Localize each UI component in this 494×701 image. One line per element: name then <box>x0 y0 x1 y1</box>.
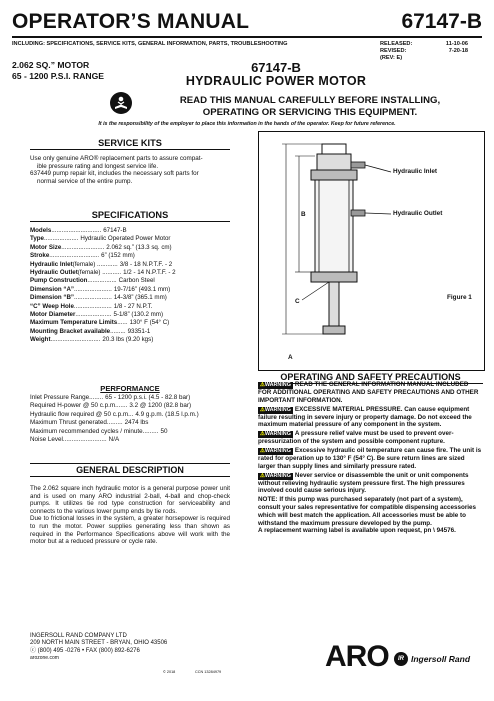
ir-name: Ingersoll Rand <box>411 654 471 664</box>
company-website: arozone.com <box>30 655 59 662</box>
label-hydraulic-outlet: Hydraulic Outlet <box>393 210 443 217</box>
spec-key: Dimension “B” <box>30 294 75 302</box>
warning-text: READ THE GENERAL INFORMATION MANUAL INCLUDED FOR ADDITIONAL OPERATING AND SAFETY PRECAUTIONS AND OTHER IMPORTANT INFORMATION. <box>258 381 479 404</box>
motor-range: 65 - 1200 P.S.I. RANGE <box>12 70 105 81</box>
spec-row <box>30 261 230 269</box>
spec-value: 1/8 - 27 N.P.T. <box>113 302 153 310</box>
spec-value: Hydraulic Operated Power Motor <box>80 235 171 243</box>
perf-leader: ........ <box>89 394 104 401</box>
spec-value: 20.3 lbs (9.20 kgs) <box>102 336 154 344</box>
spec-key: Motor Diameter <box>30 311 76 319</box>
perf-value: 3.2 @ 1200 (82.8 bar) <box>129 402 192 410</box>
motor-name: HYDRAULIC POWER MOTOR <box>185 74 367 88</box>
spec-leader: ...................... <box>74 294 112 302</box>
manual-title: OPERATOR’S MANUAL <box>12 10 250 33</box>
spec-row <box>30 294 230 302</box>
copyright: © 2018 <box>163 670 176 674</box>
perf-key: Hydraulic flow required @ 50 c.p.m. <box>30 410 130 418</box>
spec-value: 3/8 - 18 N.P.T.F. - 2 <box>119 260 173 268</box>
spec-value: Carbon Steel <box>118 277 155 285</box>
spec-value: 6” (152 mm) <box>101 252 135 260</box>
perf-row <box>30 419 230 427</box>
spec-value: 67147-B <box>103 227 127 234</box>
spec-row <box>30 277 230 285</box>
perf-row <box>30 402 230 410</box>
spec-row <box>30 328 230 336</box>
perf-key: Maximum Thrust generated <box>30 419 107 427</box>
service-kits-section: SERVICE KITS Use only genuine ARO® replacement parts to assure compat- ible pressure rating and longest service life. 637449 pump repair kit, includes the necessary soft parts for normal service of the entire pump. <box>30 138 230 185</box>
warning-triangle-icon: ⚠ <box>260 447 265 454</box>
spec-leader: ...... <box>117 319 128 327</box>
general-description-heading: GENERAL DESCRIPTION <box>30 463 230 477</box>
footer-address <box>30 633 167 663</box>
perf-value: 4.9 g.p.m. (18.5 l.p.m.) <box>135 410 199 418</box>
warning-item <box>258 381 483 405</box>
perf-leader: .. <box>129 410 134 418</box>
motor-size: 2.062 SQ.” MOTOR <box>12 60 90 70</box>
label-dimension-a: A <box>288 354 293 361</box>
warning-triangle-icon: ⚠ <box>260 431 265 438</box>
label-weep-hole-c: C <box>295 298 300 305</box>
read-manual-notice: READ THIS MANUAL CAREFULLY BEFORE INSTALLING, OPERATING OR SERVICING THIS EQUIPMENT. <box>179 95 441 118</box>
warning-badge-label: WARNING <box>264 431 291 438</box>
spec-value: 2.062 sq.” (13.3 sq. cm) <box>106 243 172 251</box>
spec-row <box>30 286 230 294</box>
service-kits-heading: SERVICE KITS <box>30 138 230 150</box>
spec-leader: ............................. <box>50 336 101 344</box>
warning-badge-label: WARNING <box>264 472 291 479</box>
warning-badge <box>258 407 293 414</box>
motor-diagram <box>259 132 484 370</box>
perf-leader: ...... <box>116 402 128 410</box>
spec-key: Dimension “A” <box>30 285 75 293</box>
released-value: 11-10-06 <box>445 41 468 47</box>
specifications-section <box>30 210 230 345</box>
general-paragraph-1: The 2.062 square inch hydraulic motor is a general purpose power unit and is used on many ARO industrial 2-ball, 4-ball and chop-check pumps. It utilizes tie rod type construction for serviceability and connects to the various lower pump ends by tie rods. <box>30 485 230 515</box>
spec-leader: .................... <box>43 235 79 243</box>
warning-triangle-icon: ⚠ <box>260 406 265 413</box>
spec-value: 19-7/16” (493.1 mm) <box>113 285 171 293</box>
spec-leader: ................. <box>87 277 117 285</box>
warning-text: EXCESSIVE MATERIAL PRESSURE. Can cause equipment failure resulting in severe injury or property damage. Do not exceed the maximum material pressure of any component in the system. <box>258 405 472 429</box>
manual-subtitle: INCLUDING: SPECIFICATIONS, SERVICE KITS, GENERAL INFORMATION, PARTS, TROUBLESHOOTING <box>12 41 288 47</box>
perf-leader: ......................... <box>62 436 107 444</box>
warning-badge <box>258 448 293 455</box>
spec-row <box>30 336 230 344</box>
perf-key: Required H-power @ 50 c.p.m. <box>30 402 117 410</box>
spec-key: Mounting Bracket available <box>30 327 111 335</box>
warning-text: Excessive hydraulic oil temperature can cause fire. The unit is rated for operation up to 130° F (54° C). Be sure return lines are sized larger than supply lines and similarly pressure rated. <box>258 446 482 470</box>
perf-value: 65 - 1200 p.s.i. (4.5 - 82.8 bar) <box>105 394 191 401</box>
warning-badge-label: WARNING <box>264 382 291 388</box>
released-label: RELEASED: <box>380 41 413 47</box>
replacement-label-note: A replacement warning label is available upon request, pn \ 94576. <box>258 527 456 535</box>
spec-key: “C” Weep Hole <box>30 302 74 310</box>
spec-leader: ......................... <box>61 243 105 251</box>
perf-key: Noise Level <box>30 436 63 444</box>
perf-row <box>30 411 230 419</box>
warning-badge-label: WARNING <box>264 447 291 454</box>
spec-value: 93351-1 <box>127 327 151 335</box>
performance-section <box>30 384 230 444</box>
perf-row <box>30 428 230 436</box>
perf-key: Inlet Pressure Range <box>30 394 90 401</box>
spec-value: 14-3/8” (365.1 mm) <box>113 294 167 302</box>
spec-row <box>30 227 230 235</box>
perf-leader: ......... <box>106 419 123 427</box>
spec-leader: ............................. <box>51 227 102 234</box>
spec-key: Type <box>30 235 44 243</box>
spec-value: 130° F (54° C) <box>129 319 170 327</box>
company-name: INGERSOLL RAND COMPANY LTD <box>30 633 127 639</box>
spec-row <box>30 235 230 243</box>
warning-badge-label: WARNING <box>264 406 291 413</box>
warning-item <box>258 430 483 446</box>
perf-leader: ......... <box>142 427 159 435</box>
document-number: 67147-B <box>401 10 482 33</box>
warning-badge <box>258 382 293 389</box>
spec-key: Maximum Temperature Limits <box>30 319 118 327</box>
spec-key: Stroke <box>30 252 50 260</box>
spec-row <box>30 269 230 277</box>
spec-key: Models <box>30 227 52 234</box>
specifications-heading: SPECIFICATIONS <box>30 210 230 222</box>
spec-leader: ......... <box>110 327 126 335</box>
figure-caption: Figure 1 <box>447 294 472 301</box>
safety-heading: OPERATING AND SAFETY PRECAUTIONS <box>258 370 483 384</box>
general-paragraph-2: Due to frictional losses in the system, a greater horsepower is required to run the motor. Power supplies generating less than shown as required in the Performance Specifications above will work with the motor but at a reduced pressure or cycle rate. <box>30 515 230 546</box>
perf-row <box>30 436 230 444</box>
spec-row <box>30 319 230 327</box>
spec-row <box>30 252 230 260</box>
ingersoll-rand-logo <box>394 652 470 666</box>
general-description-section <box>30 463 230 546</box>
warning-list <box>258 381 483 535</box>
spec-leader: ...................... <box>74 285 112 293</box>
spec-value: 1/2 - 14 N.P.T.F. - 2 <box>123 269 176 277</box>
spec-key: Weight <box>30 336 51 344</box>
spec-leader: ...................... <box>73 302 112 310</box>
safety-note: NOTE: If this pump was purchased separately (not part of a system), consult your sales representative for compatible dispensing accessories which will best match the application. All accessories must be able to withstand the maximum pressure developed by the pump. <box>258 496 477 527</box>
spec-leader: ............................. <box>49 252 100 260</box>
figure-1 <box>258 131 485 371</box>
release-info <box>380 41 468 62</box>
warning-text: Never service or disassemble the unit or unit components without relieving hydraulic system pressure first. The high pressures involved could cause serious injury. <box>258 471 469 495</box>
motor-number: 67147-B <box>251 60 301 75</box>
revision: (REV: E) <box>380 55 403 61</box>
warning-text: A pressure relief valve must be used to prevent over-pressurization of the system and possible component rupture. <box>258 430 454 446</box>
warning-badge <box>258 473 293 480</box>
spec-key: Hydraulic Outlet <box>30 269 78 277</box>
spec-row <box>30 244 230 252</box>
spec-leader: (female) ............ <box>72 260 118 268</box>
read-manual-icon <box>110 92 132 114</box>
label-hydraulic-inlet: Hydraulic Inlet <box>393 168 438 175</box>
warning-badge <box>258 431 293 438</box>
responsibility-note: It is the responsibility of the employer to place this information in the hands of the operator. Keep for future reference. <box>98 121 396 127</box>
warning-triangle-icon: ⚠ <box>260 472 265 479</box>
label-dimension-b: B <box>301 211 306 218</box>
warning-item <box>258 406 483 430</box>
aro-logo: ARO <box>325 640 389 673</box>
header-divider <box>12 36 482 38</box>
perf-value: 50 <box>160 427 168 435</box>
perf-value: N/A <box>108 436 120 444</box>
perf-key: Maximum recommended cycles / minute <box>30 427 143 435</box>
performance-heading: PERFORMANCE <box>100 384 160 393</box>
spec-key: Pump Construction <box>30 277 88 285</box>
spec-leader: ..................... <box>75 311 112 319</box>
revised-value: 7-20-18 <box>448 48 468 54</box>
spec-key: Motor Size <box>30 243 62 251</box>
spec-row <box>30 303 230 311</box>
revised-label: REVISED: <box>380 48 407 54</box>
ir-mark-icon: IR <box>394 652 408 666</box>
company-street: 209 NORTH MAIN STREET - BRYAN, OHIO 43506 <box>30 640 168 647</box>
warning-triangle-icon: ⚠ <box>260 382 265 388</box>
perf-value: 2474 lbs <box>124 419 149 427</box>
perf-row <box>30 394 230 402</box>
ccn-number: CCN 13284979 <box>195 670 222 674</box>
warning-item <box>258 447 483 471</box>
spec-key: Hydraulic Inlet <box>30 260 73 268</box>
company-phone: ⓒ (800) 495 -0276 • FAX (800) 892-6276 <box>30 647 140 654</box>
spec-row <box>30 311 230 319</box>
spec-leader: (female) ........... <box>77 269 122 277</box>
warning-item <box>258 472 483 496</box>
spec-value: 5-1/8” (130.2 mm) <box>113 311 164 319</box>
